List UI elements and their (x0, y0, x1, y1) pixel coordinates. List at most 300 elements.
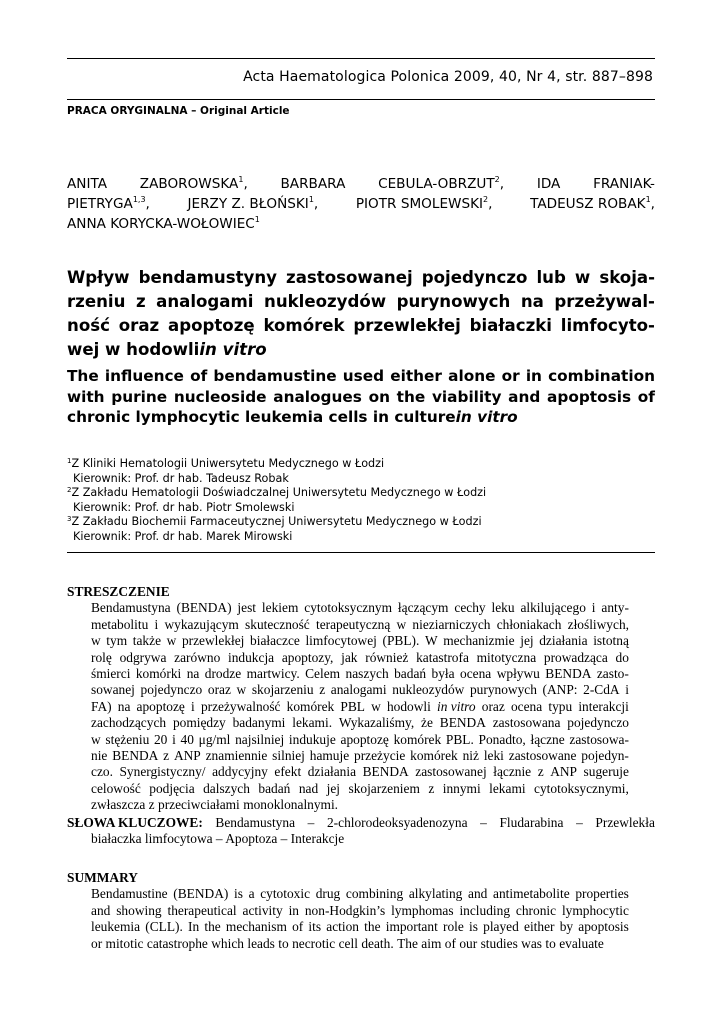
word: lymphocytic (561, 902, 629, 918)
word: łącznie (493, 764, 532, 780)
word: w (166, 633, 177, 649)
word: of (190, 367, 208, 385)
word: z (537, 764, 544, 780)
word: aim (421, 935, 442, 951)
word: jej (520, 633, 534, 649)
author-name: IDA (536, 176, 561, 192)
word: evaluate (559, 935, 604, 951)
author-line (67, 174, 655, 194)
title-polish (67, 266, 655, 362)
word: badanymi (232, 715, 286, 731)
word: activity (242, 902, 283, 918)
keyword-word: – (480, 814, 487, 830)
word: skojarzeniu (251, 682, 314, 698)
affiliation-marker: 1 (254, 215, 260, 224)
abstract-polish (67, 584, 655, 848)
word: pojedynczo (421, 268, 528, 287)
abstract-body (67, 600, 629, 813)
word: i (191, 698, 195, 714)
word: was (521, 935, 542, 951)
affiliation-number: 1 (67, 457, 72, 465)
word: indukcja (228, 649, 275, 665)
author-name: ANNA KORYCKA-WOŁOWIEC$^1$ (67, 215, 260, 232)
word: necrotic (292, 935, 336, 951)
word: nukleozydów (264, 292, 387, 311)
word: w (371, 698, 381, 714)
title-english (67, 366, 655, 428)
word: zwłaszcza (91, 797, 146, 813)
word: przeciwciałami (158, 797, 240, 813)
word: podjęcia (149, 780, 195, 796)
word: komórki (135, 666, 182, 682)
word: działania (307, 764, 357, 780)
word: w (91, 731, 101, 747)
word: oraz (207, 682, 231, 698)
word: Synergistyczny/ (119, 764, 206, 780)
word: 40 (180, 731, 194, 747)
author-name: TADEUSZ ROBAK$^1$, (530, 195, 655, 212)
journal-citation: Acta Haematologica Polonica 2009, 40, Nr 4, str. 887–898 (243, 69, 653, 85)
word: i (625, 682, 629, 698)
word: our (459, 935, 478, 951)
word: lekami. (292, 715, 333, 731)
word: białaczce (250, 633, 300, 649)
affiliation-head: Kierownik: Prof. dr hab. Marek Mirowski (73, 529, 293, 543)
section-heading: STRESZCZENIE (67, 584, 170, 599)
text-line (91, 600, 629, 616)
word: zastosowanej (415, 764, 487, 780)
word: komórek (410, 748, 458, 764)
word: mitotyczna (476, 649, 537, 665)
abstract-english (67, 870, 655, 952)
word: drodze (204, 666, 242, 682)
word: skoja- (599, 268, 655, 287)
text-line (91, 633, 629, 649)
word: ność (67, 316, 110, 335)
affiliation-marker: 1 (645, 195, 651, 204)
word: either (390, 367, 442, 385)
word: The (67, 367, 99, 385)
word: działania (539, 633, 588, 649)
word: apoptosis (578, 919, 629, 935)
word: chłoniakach (496, 616, 562, 632)
word: and (468, 886, 488, 902)
word: limfocytowej (305, 633, 377, 649)
word: była (431, 666, 455, 682)
word: nucleoside (173, 387, 267, 406)
keyword-word: – (576, 814, 583, 830)
word: mechanizmie (443, 633, 515, 649)
word: or (91, 935, 103, 951)
word: drug (315, 886, 341, 902)
word: typu (548, 698, 573, 714)
text-line (91, 715, 629, 731)
word: złośliwych, (567, 616, 629, 632)
word: important (385, 919, 438, 935)
word: influence (104, 367, 184, 385)
word: combining (345, 886, 404, 902)
title-line: chronic lymphocytic leukemia cells in culture in vitro (67, 408, 518, 427)
word: przewlekłej (353, 316, 461, 335)
word: zarówno (174, 649, 221, 665)
word: Wpływ (67, 268, 130, 287)
title-italic: in vitro (199, 340, 267, 359)
word: BENDA (439, 715, 486, 731)
keyword-word: Bendamustyna (215, 814, 296, 830)
section-heading: SUMMARY (67, 870, 138, 885)
word: lub (536, 268, 566, 287)
author-name: CEBULA-OBRZUT$^2$, (378, 175, 505, 192)
word: (CLL). (145, 919, 183, 935)
word: jej (326, 780, 341, 796)
title-line (67, 314, 655, 338)
word: skojarzeniem (348, 780, 420, 796)
word: i (591, 600, 596, 616)
author-list (67, 174, 655, 234)
word: the (396, 387, 426, 406)
word: celowość (91, 780, 141, 796)
word: indukuje (288, 731, 336, 747)
header-rule (67, 99, 655, 100)
word: interakcji (578, 698, 629, 714)
word: tym (106, 633, 128, 649)
title-line (67, 387, 655, 408)
keywords (67, 815, 655, 848)
word: ocena (460, 666, 492, 682)
word: metabolitu (91, 616, 149, 632)
text-line (91, 748, 629, 764)
word: istotną (593, 633, 629, 649)
word: Bendamustine (91, 886, 168, 902)
word: wykazującym (164, 616, 239, 632)
word: dalszych (203, 780, 250, 796)
affiliations (67, 457, 655, 545)
word: Ponadto, (478, 731, 526, 747)
word: purine (111, 387, 168, 406)
word: (ANP: (542, 682, 578, 698)
word: zastosowane (508, 748, 577, 764)
word: z (319, 682, 326, 698)
word: ANP (550, 764, 577, 780)
italic-term: in vitro (437, 698, 476, 714)
text-line (91, 936, 629, 952)
keywords-label: SŁOWA KLUCZOWE: (67, 814, 203, 830)
word: on (368, 387, 390, 406)
word: PBL (340, 698, 365, 714)
word: 2-CdA (583, 682, 620, 698)
word: apoptozę (168, 316, 255, 335)
word: lekiem (261, 600, 299, 616)
title-italic: in vitro (455, 408, 518, 427)
word: martwicy. (246, 666, 300, 682)
word: its (308, 919, 322, 935)
word: and (508, 387, 541, 406)
author-line (67, 194, 655, 214)
author-name: ANITA (67, 176, 108, 192)
word: wpływu (496, 666, 540, 682)
word: że (421, 715, 433, 731)
word: sugeruje (583, 764, 629, 780)
text-line (91, 886, 629, 902)
word: również (365, 649, 409, 665)
word: action (326, 919, 359, 935)
word: przewlekłej (181, 633, 245, 649)
word: of (637, 387, 655, 406)
word: is (233, 886, 243, 902)
word: FA) (91, 698, 112, 714)
word: silniej (272, 748, 305, 764)
keyword-word: 2-chlorodeoksyadenozyna (326, 814, 468, 830)
word: played (483, 919, 519, 935)
word: in (288, 902, 299, 918)
word: BENDA (545, 666, 592, 682)
word: w (396, 616, 407, 632)
word: naszych (345, 666, 389, 682)
word: pojedynczo (567, 715, 629, 731)
word: monoklonalnymi. (243, 797, 339, 813)
text-line (91, 781, 629, 797)
word: przeżywalność (200, 698, 281, 714)
word: in (525, 367, 542, 385)
word: BENDA (362, 764, 409, 780)
word: także (132, 633, 162, 649)
affiliation-marker: 2 (494, 175, 500, 184)
word: analogami (156, 292, 254, 311)
word: rolę (91, 649, 112, 665)
word: przeżywal- (554, 292, 655, 311)
word: z (135, 292, 146, 311)
word: badań (394, 666, 427, 682)
word: Wykazaliśmy, (338, 715, 415, 731)
text-line (91, 732, 629, 748)
word: therapeutical (167, 902, 237, 918)
word: anty- (601, 600, 629, 616)
keyword-word: Przewlekła (595, 814, 655, 830)
word: mechanism (225, 919, 287, 935)
word: w (91, 633, 101, 649)
word: apoptozę (340, 731, 389, 747)
word: przeżycie (354, 748, 406, 764)
word: znamiennie (205, 748, 268, 764)
word: either (524, 919, 555, 935)
word: najsilniej (235, 731, 285, 747)
text-line (91, 919, 629, 935)
word: leki (483, 748, 504, 764)
word: Celem (305, 666, 341, 682)
text-line (91, 650, 629, 666)
affiliation-marker: 1,3 (132, 195, 146, 204)
word: i (172, 731, 176, 747)
word: alone (448, 367, 496, 385)
author-name: ZABOROWSKA$^1$, (139, 175, 248, 192)
word: na (186, 666, 200, 682)
word: rzeniu (67, 292, 126, 311)
word: (PBL). (382, 633, 420, 649)
word: odgrywa (119, 649, 167, 665)
word: badań (258, 780, 291, 796)
article-type: PRACA ORYGINALNA – Original Article (67, 105, 290, 117)
word: with (67, 387, 105, 406)
word: catastrophe (146, 935, 208, 951)
word: The (397, 935, 418, 951)
word: zastosowana (492, 715, 561, 731)
word: of (292, 919, 304, 935)
word: białaczki (469, 316, 552, 335)
affiliation-head: Kierownik: Prof. dr hab. Piotr Smolewski (73, 500, 295, 514)
word: pojedyn- (581, 748, 629, 764)
text-line (91, 797, 629, 813)
word: apoptozę (136, 698, 185, 714)
word: niż (462, 748, 479, 764)
keyword-word: Fludarabina (499, 814, 564, 830)
word: alkilującego (520, 600, 586, 616)
word: łączącym (397, 600, 449, 616)
text-line (91, 666, 629, 682)
affiliation-marker: 1 (308, 195, 314, 204)
word: alkylating (408, 886, 463, 902)
word: jest (237, 600, 257, 616)
word: zachodzących (91, 715, 167, 731)
word: czo. (91, 764, 113, 780)
word: cell (338, 935, 358, 951)
word: apoptosis (547, 387, 632, 406)
word: bendamustine (213, 367, 337, 385)
word: a (248, 886, 255, 902)
word: mitotic (105, 935, 144, 951)
word: lymphomas (391, 902, 454, 918)
text-line (91, 903, 629, 919)
author-name: PIOTR SMOLEWSKI$^2$, (355, 195, 493, 212)
word: do (615, 649, 629, 665)
word: bendamustyny (138, 268, 277, 287)
word: showing (116, 902, 162, 918)
text-line (91, 682, 629, 698)
word: cytotoxic (260, 886, 311, 902)
word: limfocyto- (560, 316, 655, 335)
text-line (91, 617, 629, 633)
author-name: JERZY Z. BŁOŃSKI$^1$, (187, 195, 319, 212)
affiliation-institution: $^2$Z Zakładu Hematologii Doświadczalnej Uniwersytetu Medycznego w Łodzi (67, 486, 487, 500)
word: z (428, 780, 435, 796)
word: is (469, 919, 478, 935)
word: which (211, 935, 244, 951)
author-name: PIETRYGA$^{1,3}$, (67, 195, 150, 212)
word: antimetabolite (493, 886, 570, 902)
affiliations-rule (67, 552, 655, 553)
word: by (559, 919, 574, 935)
word: W (424, 633, 438, 649)
affiliation-head: Kierownik: Prof. dr hab. Tadeusz Robak (73, 471, 289, 485)
word: z (148, 797, 155, 813)
word: na (520, 292, 544, 311)
word: role (442, 919, 464, 935)
word: leads (247, 935, 275, 951)
word: μg/ml (198, 731, 231, 747)
word: purynowych (469, 682, 537, 698)
word: non-Hodgkin’s (304, 902, 386, 918)
title-line (67, 290, 655, 314)
affiliation-institution: $^3$Z Zakładu Biochemii Farmaceutycznej Uniwersytetu Medycznego w Łodzi (67, 515, 482, 529)
word: cytotoksycznym (304, 600, 393, 616)
word: the (364, 919, 381, 935)
author-line (67, 214, 655, 234)
word: apoptozy, (281, 649, 334, 665)
word: zastosowa- (569, 731, 629, 747)
word: including (459, 902, 511, 918)
word: jak (341, 649, 358, 665)
affiliation-institution: $^1$Z Kliniki Hematologii Uniwersytetu Medycznego w Łodzi (67, 457, 385, 470)
word: purynowych (396, 292, 511, 311)
word: leku (491, 600, 515, 616)
title-line (67, 266, 655, 290)
title-line: wej w hodowli in vitro (67, 338, 655, 362)
word: or (501, 367, 520, 385)
word: 20 (153, 731, 168, 747)
author-name: FRANIAK- (593, 176, 655, 192)
word: efekt (274, 764, 302, 780)
word: PBL. (445, 731, 474, 747)
word: (BENDA) (173, 886, 229, 902)
word: nie (91, 748, 108, 764)
word: prowadząca (543, 649, 608, 665)
word: death. (361, 935, 394, 951)
word: to (545, 935, 556, 951)
word: pomiędzy (172, 715, 226, 731)
word: addycyjny (212, 764, 268, 780)
word: lekami (489, 780, 526, 796)
word: zasto- (596, 666, 629, 682)
word: of (444, 935, 456, 951)
word: ANP (173, 748, 201, 764)
affiliation-number: 2 (67, 486, 72, 495)
word: na (117, 698, 131, 714)
word: combination (548, 367, 655, 385)
word: properties (575, 886, 629, 902)
word: katastrofa (416, 649, 469, 665)
keywords-continuation: białaczka limfocytowa – Apoptoza – Interakcje (91, 831, 345, 847)
word: terapeutyczną (315, 616, 391, 632)
word: śmierci (91, 666, 131, 682)
word: to (278, 935, 289, 951)
word: BENDA (112, 748, 159, 764)
affiliation-number: 3 (67, 515, 72, 524)
word: the (204, 919, 221, 935)
top-rule (67, 58, 655, 59)
word: łączne (530, 731, 565, 747)
word: ocena (510, 698, 543, 714)
word: oraz (118, 316, 160, 335)
word: komórek (263, 316, 345, 335)
word: analogami (330, 682, 387, 698)
word: komórek (393, 731, 442, 747)
word: z (163, 748, 170, 764)
word: used (342, 367, 385, 385)
word: viability (431, 387, 502, 406)
affiliation-marker: 1 (238, 175, 244, 184)
word: cechy (454, 600, 486, 616)
text-line (91, 699, 629, 715)
word: innymi (442, 780, 481, 796)
word: studies (480, 935, 518, 951)
word: zastosowanej (286, 268, 413, 287)
summary-body (67, 886, 629, 952)
word: nukleozydów (392, 682, 465, 698)
word: stężeniu (105, 731, 150, 747)
word: pojedynczo (140, 682, 203, 698)
word: leukemia (91, 919, 141, 935)
word: nieziarniczych (412, 616, 491, 632)
word: komórek (286, 698, 335, 714)
